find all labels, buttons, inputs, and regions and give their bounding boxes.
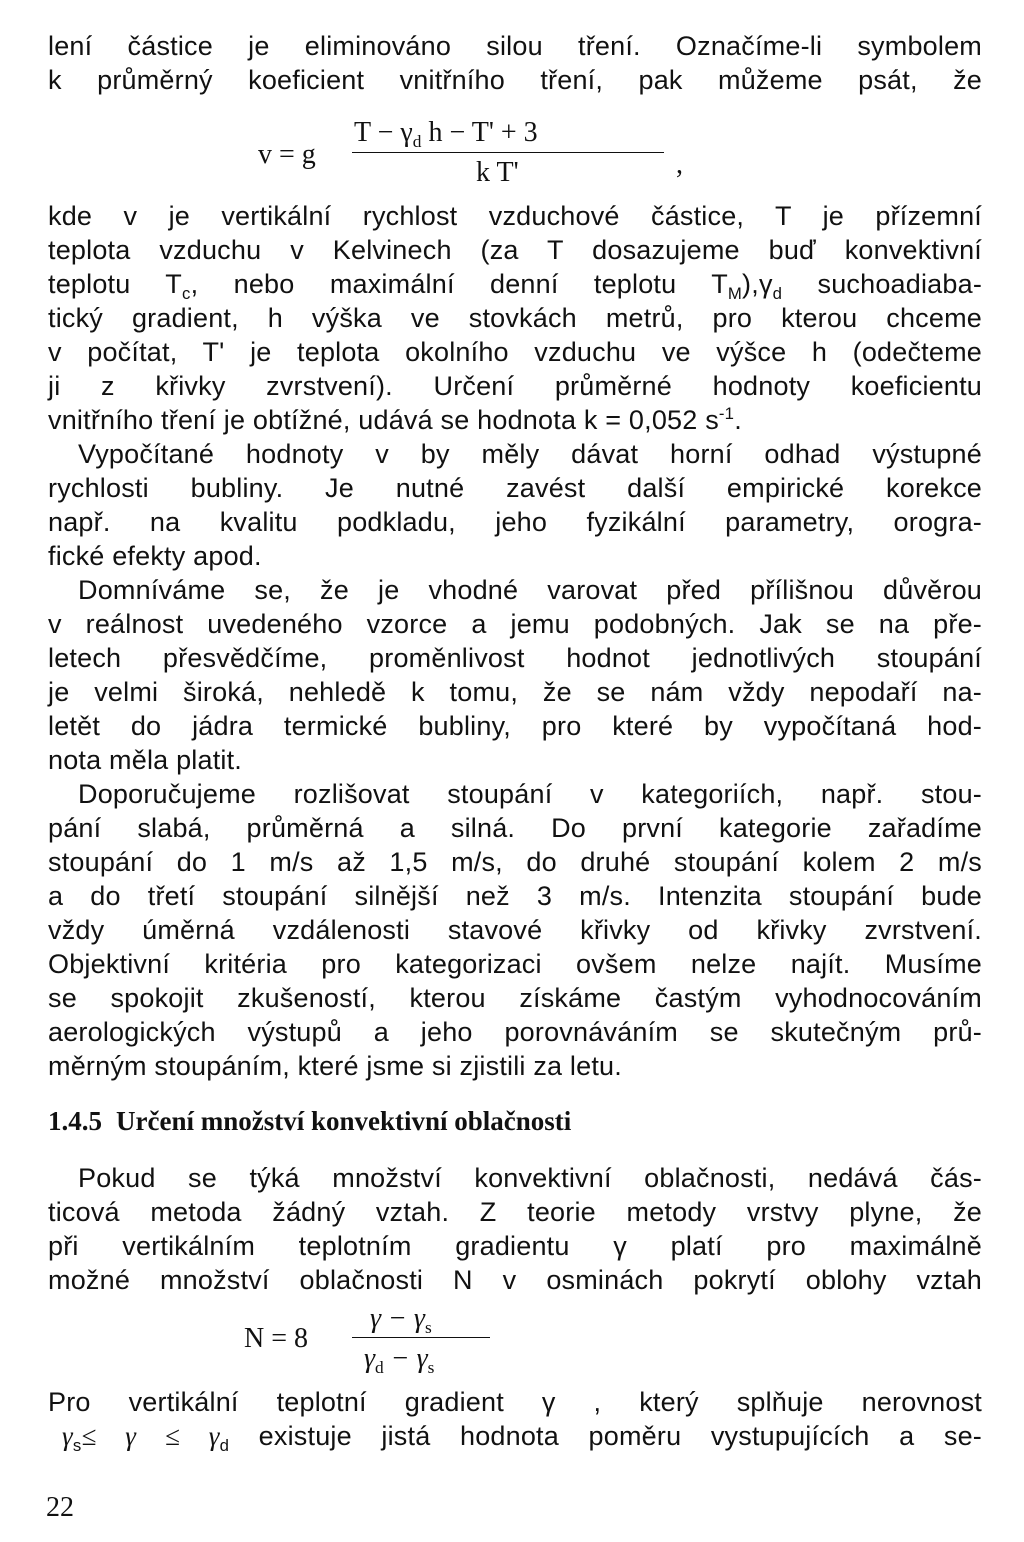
text-line: kde v je vertikální rychlost vzduchové částice, T je přízemní [48,201,982,231]
text-line: pání slabá, průměrná a silná. Do první kategorie zařadíme [48,813,982,843]
text-line [48,268,983,303]
superscript: -1 [718,403,735,423]
text-line: se spokojit zkušeností, kterou získáme častým vyhodnocováním [48,983,982,1013]
text-line: v reálnost uvedeného vzorce a jemu podobných. Jak se na pře- [48,609,982,639]
text-line: možné množství oblačnosti N v osminách pokrytí oblohy vztah [48,1265,982,1295]
text-line: aerologických výstupů a jeho porovnáváním se skutečným prů- [48,1017,982,1047]
numerator-part: γ − γ [370,1303,425,1334]
denominator-part: − γ [383,1343,428,1374]
subscript: d [219,1435,230,1455]
formula-comma: , [676,149,683,180]
text-fragment: ≤ γ ≤ γ [81,1421,220,1451]
text-fragment: . [734,405,742,435]
text-line: teplota vzduchu v Kelvinech (za T dosazujeme buď konvektivní [48,235,982,265]
page-number: 22 [46,1492,74,1523]
text-fragment: ),γ [742,269,773,299]
text-line: ticová metoda žádný vztah. Z teorie metody vrstvy plyne, že [48,1197,982,1227]
text-line: např. na kvalitu podkladu, jeho fyzikální parametry, orogra- [48,507,982,537]
text-fragment: existuje jistá hodnota poměru vystupujících a se- [229,1421,982,1451]
subscript: c [182,283,191,303]
text-line: Pokud se týká množství konvektivní oblačnosti, nedává čás- [78,1163,982,1193]
fraction-bar [352,152,664,153]
denominator-part: γ [364,1343,376,1374]
formula-lhs: N = 8 [244,1323,309,1354]
text-line: v počítat, T' je teplota okolního vzduchu ve výšce h (odečteme [48,337,982,367]
text-line: Vypočítané hodnoty v by měly dávat horní odhad výstupné [78,439,982,469]
text-fragment: teplotu T [48,269,183,299]
numerator-sub: s [424,1318,432,1338]
formula-numerator [354,117,538,152]
section-number: 1.4.5 [48,1106,102,1136]
formula-denominator: k T' [476,157,519,188]
text-line: při vertikálním teplotním gradientu γ platí pro maximálně [48,1231,982,1261]
formula-lhs: v = g [258,139,316,170]
text-line: Pro vertikální teplotní gradient γ , který splňuje nerovnost [48,1387,982,1417]
text-line: ji z křivky zvrstvení). Určení průměrné hodnoty koeficientu [48,371,982,401]
text-line: a do třetí stoupání silnější než 3 m/s. Intenzita stoupání bude [48,881,982,911]
fraction-bar [352,1337,490,1338]
text-line: Domníváme se, že je vhodné varovat před přílišnou důvěrou [78,575,982,605]
numerator-part: T − γ [354,117,413,148]
formula-numerator [370,1303,432,1338]
text-line: fické efekty apod. [48,541,262,571]
numerator-sub: d [412,132,422,152]
text-line: stoupání do 1 m/s až 1,5 m/s, do druhé stoupání kolem 2 m/s [48,847,982,877]
text-line [48,404,982,436]
text-line: nota měla platit. [48,745,243,775]
text-line: letech přesvědčíme, proměnlivost hodnot jednotlivých stoupání [48,643,982,673]
text-line: tický gradient, h výška ve stovkách metrů, pro kterou chceme [48,303,982,333]
text-line: lení částice je eliminováno silou tření. Označíme-li symbolem [48,31,982,61]
text-line: vždy úměrná vzdálenosti stavové křivky od křivky zvrstvení. [48,915,982,945]
text-line: Objektivní kritéria pro kategorizaci ovšem nelze najít. Musíme [48,949,982,979]
text-line: rychlosti bubliny. Je nutné zavést další empirické korekce [48,473,982,503]
text-fragment: vnitřního tření je obtížné, udává se hodnota k = 0,052 s [48,405,719,435]
section-title: Určení množství konvektivní oblačnosti [116,1106,572,1136]
text-fragment: suchoadiaba- [782,269,983,299]
denominator-sub: s [427,1358,435,1378]
text-line: Doporučujeme rozlišovat stoupání v kategoriích, např. stou- [78,779,982,809]
subscript: M [727,283,743,303]
section-heading [48,1105,571,1137]
formula-denominator [364,1343,435,1378]
numerator-part: h − T' + 3 [421,117,538,148]
subscript: s [72,1435,82,1455]
subscript: d [772,283,783,303]
text-line: měrným stoupáním, které jsme si zjistili za letu. [48,1051,622,1081]
text-line: je velmi široká, nehledě k tomu, že se nám vždy nepodaří na- [48,677,982,707]
text-line: k průměrný koeficient vnitřního tření, pak můžeme psát, že [48,65,982,95]
denominator-sub: d [375,1358,384,1378]
text-line [62,1420,982,1455]
text-fragment: γ [62,1421,73,1451]
text-line: letět do jádra termické bubliny, pro které by vypočítaná hod- [48,711,982,741]
text-fragment: , nebo maximální denní teplotu T [190,269,728,299]
